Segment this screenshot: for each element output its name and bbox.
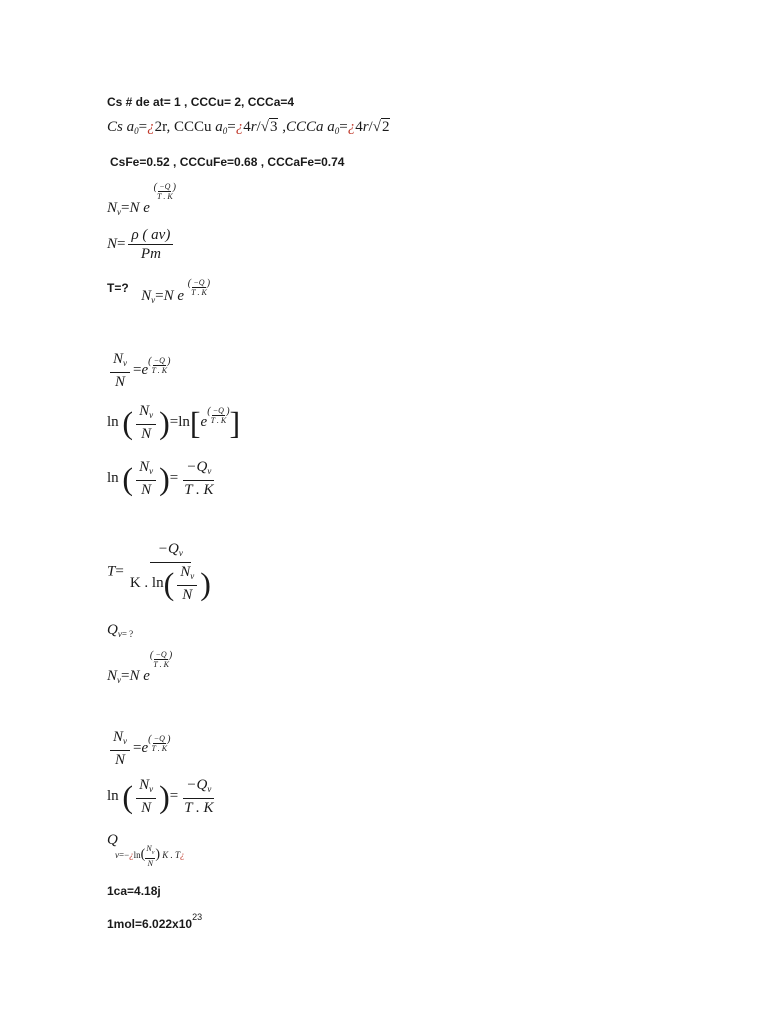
ccca-label: CCCa bbox=[285, 119, 324, 135]
qv-question: $Q_{v= ?}$ bbox=[107, 622, 134, 639]
lattice-parameter-line: Cs $a_0=¿2r$, CCCu $a_0=¿4r/√3$ ,CCCa $a_0=¿4r/√2$ bbox=[107, 119, 390, 136]
packing-factor-line: CsFe=0.52 , CCCuFe=0.68 , CCCaFe=0.74 bbox=[110, 155, 345, 169]
t-question-line: T=? $N_v=N$ e ( $\frac{-Q}{T . K}$ ) bbox=[107, 278, 211, 305]
avogadro-line: $1mol=6.022x10^{23}$ bbox=[107, 912, 203, 931]
cs-a0-value: 2r, bbox=[154, 119, 174, 135]
vacancy-equation-1: $N_v=N$ e ( $\frac{-Q}{T . K}$ ) bbox=[107, 182, 176, 217]
atoms-per-cell-line: Cs # de at= 1 , CCCu= 2, CCCa=4 bbox=[107, 95, 295, 109]
sqrt-three: 3 bbox=[269, 119, 278, 135]
cs-label: Cs bbox=[107, 119, 123, 135]
ln-equation-3: ln ( $\frac{N_v}{N}$ )= $\frac{-Q_v}{T . K}$ bbox=[107, 777, 214, 816]
calorie-conversion: 1ca=4.18j bbox=[107, 884, 161, 898]
cccu-label: CCCu bbox=[173, 119, 212, 135]
t-question-label: T=? bbox=[107, 281, 129, 295]
ln-equation-1: ln ( $\frac{N_v}{N}$ )=ln[e( $\frac{-Q}{T . K}$ )] bbox=[107, 403, 241, 442]
n-density-equation: N= $\frac{\rho ( av)}{Pm}$ bbox=[107, 226, 176, 263]
ratio-equation-1: $\frac{N_v}{N}$ =e( $\frac{-Q}{T . K}$ ) bbox=[107, 350, 170, 391]
a-symbol: a bbox=[126, 119, 135, 135]
vacancy-equation-2: $N_v=N$ e( $\frac{-Q}{T . K}$ ) bbox=[107, 650, 173, 685]
temperature-equation: T= $-Q_v$ K . ln( $\frac{N_v}{N}$ ) bbox=[107, 541, 211, 603]
ln-equation-2: ln ( $\frac{N_v}{N}$ )= $\frac{-Q_v}{T . K}$ bbox=[107, 459, 214, 498]
ratio-equation-2: $\frac{N_v}{N}$ =e( $\frac{-Q}{T . K}$ ) bbox=[107, 728, 170, 769]
qv-equation: Q v=−¿ln( $\frac{N_v}{N}$ ) K . T¿ bbox=[107, 832, 185, 868]
sqrt-two: 2 bbox=[381, 119, 390, 135]
